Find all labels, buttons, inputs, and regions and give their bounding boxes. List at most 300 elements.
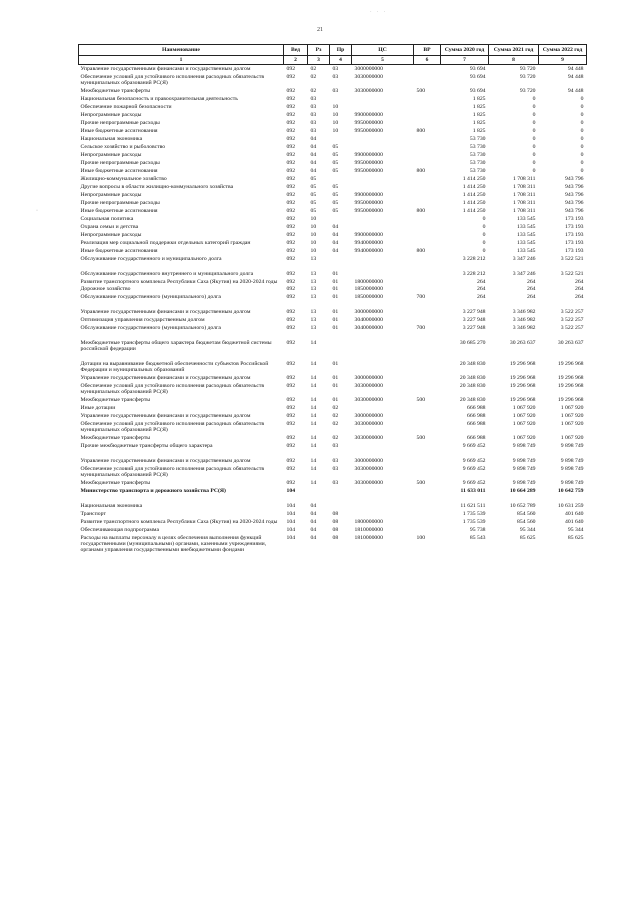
cell-cs: 9940000000 — [354, 239, 383, 246]
cell-name: Управление государственными финансами и государственным долгом — [80, 309, 251, 316]
cell-pr — [330, 332, 352, 353]
table-row — [79, 381, 587, 395]
table-row — [79, 353, 587, 374]
cell-cs — [352, 442, 414, 450]
cell-sum-2020: 666 988 — [467, 421, 486, 428]
cell-pr: 10 — [332, 104, 339, 111]
cell-sum-2020: 53 730 — [469, 136, 486, 143]
cell-sum-2022: 1 067 920 — [560, 413, 584, 420]
cell-rz: 04 — [310, 144, 317, 151]
cell-rz: 14 — [310, 397, 317, 404]
cell-sum-2021: 19 296 968 — [509, 397, 536, 404]
cell-rz: 05 — [310, 192, 317, 199]
cell-rz: 03 — [310, 120, 317, 127]
table-row — [79, 239, 587, 247]
cell-ved: 104 — [286, 534, 296, 541]
cell-name: Охрана семьи и детства — [80, 223, 139, 230]
cell-cs — [352, 509, 414, 517]
cell-ved: 092 — [286, 200, 296, 207]
cell-ved: 092 — [286, 216, 296, 222]
cell-pr: 02 — [332, 435, 339, 442]
cell-sum-2020: 0 — [482, 216, 486, 222]
cell-name: Другие вопросы в области жилищно-коммунального хозяйства — [80, 184, 234, 191]
cell-sum-2020: 9 669 452 — [462, 480, 486, 487]
cell-pr: 05 — [332, 184, 339, 191]
cell-ved: 092 — [286, 168, 296, 175]
cell-ved: 092 — [286, 360, 296, 367]
cell-rz: 03 — [310, 96, 317, 103]
cell-vr — [414, 525, 441, 533]
cell-sum-2021: 854 560 — [517, 510, 536, 517]
cell-sum-2022: 3 522 521 — [560, 255, 584, 262]
cell-vr: 700 — [416, 325, 426, 332]
cell-vr — [414, 175, 441, 183]
cell-vr — [414, 215, 441, 223]
cell-sum-2020: 666 988 — [467, 435, 486, 442]
cell-sum-2021: 0 — [532, 152, 536, 159]
cell-sum-2020: 93 694 — [469, 88, 486, 95]
table-row — [79, 167, 587, 175]
cell-ved: 092 — [286, 255, 296, 262]
cell-pr: 03 — [332, 465, 339, 472]
budget-table-container — [78, 44, 586, 554]
cell-vr — [414, 199, 441, 207]
cell-rz: 04 — [310, 510, 317, 517]
cell-sum-2022: 0 — [580, 112, 584, 119]
cell-pr: 01 — [332, 278, 339, 285]
cell-sum-2020: 53 730 — [469, 160, 486, 167]
cell-cs — [352, 143, 414, 151]
cell-name: Сельское хозяйство и рыболовство — [80, 144, 166, 151]
cell-sum-2022: 0 — [580, 168, 584, 175]
column-number: 5 — [352, 56, 414, 64]
cell-vr — [414, 73, 441, 87]
cell-sum-2020: 1 414 250 — [462, 200, 486, 207]
table-row — [79, 87, 587, 95]
table-row — [79, 73, 587, 87]
cell-sum-2022: 1 067 920 — [560, 405, 584, 412]
cell-ved: 092 — [286, 317, 296, 324]
header-rz: Рз — [308, 45, 330, 56]
cell-sum-2021: 93 720 — [519, 65, 536, 72]
cell-sum-2020: 93 694 — [469, 65, 486, 72]
cell-rz: 14 — [310, 421, 317, 428]
cell-sum-2020: 9 669 452 — [462, 465, 486, 472]
cell-vr — [414, 263, 441, 278]
cell-ved: 092 — [286, 88, 296, 95]
cell-cs: 9900000000 — [354, 231, 383, 238]
cell-pr: 01 — [332, 317, 339, 324]
cell-rz: 14 — [310, 443, 317, 450]
cell-vr: 500 — [416, 435, 426, 442]
column-number: 1 — [79, 56, 284, 64]
cell-vr — [414, 231, 441, 239]
cell-sum-2022: 3 522 521 — [560, 270, 584, 277]
table-header-row — [79, 45, 587, 56]
cell-rz: 14 — [310, 465, 317, 472]
cell-name: Прочие непрограммные расходы — [80, 160, 160, 167]
cell-vr — [414, 442, 441, 450]
table-row — [79, 509, 587, 517]
cell-cs — [352, 255, 414, 263]
cell-rz: 03 — [310, 104, 317, 111]
cell-vr — [414, 316, 441, 324]
cell-cs: 1850000000 — [354, 286, 383, 293]
header-vr: ВР — [414, 45, 441, 56]
cell-sum-2020: 666 988 — [467, 405, 486, 412]
cell-sum-2022: 3 522 257 — [560, 309, 584, 316]
cell-rz: 04 — [310, 502, 317, 509]
cell-name: Реализация мер социальной поддержки отдельных категорий граждан — [80, 239, 251, 246]
cell-vr: 100 — [416, 534, 426, 541]
cell-sum-2022: 943 796 — [565, 208, 584, 215]
cell-cs — [352, 95, 414, 103]
cell-vr: 800 — [416, 247, 426, 254]
cell-cs — [352, 223, 414, 231]
cell-sum-2021: 19 296 968 — [509, 382, 536, 389]
table-row — [79, 143, 587, 151]
cell-sum-2022: 19 296 968 — [557, 360, 584, 367]
cell-sum-2020: 20 348 830 — [459, 360, 486, 367]
cell-name: Дотации на выравнивание бюджетной обеспеченности субъектов Российской Федерации и муниципальных образований — [80, 360, 269, 373]
cell-cs: 3030000000 — [354, 465, 383, 472]
cell-pr: 03 — [332, 480, 339, 487]
scan-artifact: · · · — [370, 10, 388, 15]
cell-sum-2021: 1 708 311 — [512, 208, 536, 215]
cell-pr: 02 — [332, 413, 339, 420]
cell-vr: 500 — [416, 397, 426, 404]
cell-ved: 092 — [286, 208, 296, 215]
cell-cs: 9950000000 — [354, 160, 383, 167]
page-number: 21 — [317, 27, 323, 33]
cell-cs: 9950000000 — [354, 128, 383, 135]
cell-ved: 092 — [286, 374, 296, 381]
cell-name: Обеспечение условий для устойчивого исполнения расходных обязательств муниципальных образований РС(Я) — [80, 421, 265, 434]
column-number: 3 — [308, 56, 330, 64]
cell-sum-2021: 1 067 920 — [512, 405, 536, 412]
table-row — [79, 263, 587, 278]
cell-ved: 092 — [286, 223, 296, 230]
cell-cs: 3030000000 — [354, 397, 383, 404]
cell-sum-2021: 19 296 968 — [509, 360, 536, 367]
cell-ved: 092 — [286, 480, 296, 487]
cell-ved: 104 — [286, 502, 296, 509]
cell-cs — [352, 353, 414, 374]
cell-pr: 04 — [332, 247, 339, 254]
table-row — [79, 464, 587, 478]
cell-sum-2021: 9 898 749 — [512, 480, 536, 487]
cell-ved: 092 — [286, 309, 296, 316]
cell-cs — [352, 263, 414, 278]
cell-rz: 04 — [310, 526, 317, 533]
cell-sum-2022: 943 796 — [565, 184, 584, 191]
cell-sum-2021: 93 720 — [519, 88, 536, 95]
cell-name: Транспорт — [80, 510, 106, 517]
cell-pr: 10 — [332, 112, 339, 119]
cell-pr — [330, 175, 352, 183]
cell-pr: 08 — [332, 534, 339, 541]
table-row — [79, 223, 587, 231]
cell-cs: 1800000000 — [354, 278, 383, 285]
column-number: 2 — [284, 56, 308, 64]
cell-sum-2021: 0 — [532, 104, 536, 111]
cell-sum-2021: 0 — [532, 128, 536, 135]
cell-sum-2021: 10 664 289 — [509, 488, 536, 495]
cell-sum-2020: 20 348 830 — [459, 397, 486, 404]
cell-sum-2020: 0 — [482, 231, 486, 238]
cell-name: Иные бюджетные ассигнования — [80, 168, 158, 175]
cell-pr: 01 — [332, 286, 339, 293]
cell-name: Развитие транспортного комплекса Республики Саха (Якутия) на 2020-2024 годы — [80, 278, 278, 285]
table-row — [79, 450, 587, 465]
cell-sum-2020: 1 825 — [472, 120, 486, 127]
cell-name: Непрограммные расходы — [80, 112, 142, 119]
table-row — [79, 231, 587, 239]
cell-sum-2021: 1 708 311 — [512, 184, 536, 191]
cell-sum-2022: 0 — [580, 144, 584, 151]
cell-ved: 092 — [286, 192, 296, 199]
cell-vr — [414, 412, 441, 420]
cell-rz: 04 — [310, 136, 317, 143]
cell-vr — [414, 332, 441, 353]
cell-ved: 092 — [286, 405, 296, 412]
table-row — [79, 396, 587, 404]
cell-pr: 03 — [332, 457, 339, 464]
cell-sum-2022: 0 — [580, 152, 584, 159]
cell-sum-2022: 9 898 749 — [560, 443, 584, 450]
cell-name: Прочие межбюджетные трансферты общего характера — [80, 443, 213, 450]
cell-ved: 104 — [286, 510, 296, 517]
cell-pr: 01 — [332, 270, 339, 277]
header-ved: Вед — [284, 45, 308, 56]
cell-name: Непрограммные расходы — [80, 152, 142, 159]
cell-cs — [352, 183, 414, 191]
table-row — [79, 135, 587, 143]
cell-sum-2021: 0 — [532, 96, 536, 103]
cell-pr: 01 — [332, 309, 339, 316]
cell-sum-2021: 3 346 982 — [512, 309, 536, 316]
cell-sum-2021: 19 296 968 — [509, 374, 536, 381]
cell-sum-2022: 94 448 — [567, 65, 584, 72]
cell-sum-2022: 0 — [580, 104, 584, 111]
cell-pr: 05 — [332, 144, 339, 151]
cell-ved: 092 — [286, 73, 296, 80]
cell-vr — [414, 111, 441, 119]
cell-rz — [308, 487, 330, 495]
cell-sum-2021: 1 708 311 — [512, 192, 536, 199]
cell-sum-2022: 401 640 — [565, 510, 584, 517]
cell-sum-2021: 264 — [526, 278, 536, 285]
cell-ved: 092 — [286, 144, 296, 151]
cell-ved: 092 — [286, 286, 296, 293]
cell-vr — [414, 373, 441, 381]
table-row — [79, 479, 587, 487]
cell-sum-2022: 943 796 — [565, 176, 584, 183]
cell-vr — [414, 183, 441, 191]
table-body — [79, 64, 587, 554]
table-row — [79, 324, 587, 332]
cell-sum-2021: 0 — [532, 120, 536, 127]
cell-vr — [414, 191, 441, 199]
cell-pr: 01 — [332, 360, 339, 367]
cell-name: Прочие непрограммные расходы — [80, 120, 160, 127]
cell-rz: 02 — [310, 88, 317, 95]
cell-cs — [352, 495, 414, 510]
cell-sum-2021: 3 346 982 — [512, 325, 536, 332]
table-row — [79, 103, 587, 111]
cell-pr: 01 — [332, 294, 339, 301]
cell-pr: 04 — [332, 231, 339, 238]
cell-cs: 9940000000 — [354, 247, 383, 254]
cell-rz: 04 — [310, 518, 317, 525]
cell-name: Министерство транспорта и дорожного хозяйства РС(Я) — [80, 488, 226, 495]
cell-vr — [414, 301, 441, 316]
cell-name: Обеспечение пожарной безопасности — [80, 104, 172, 111]
cell-rz: 04 — [310, 534, 317, 541]
cell-sum-2020: 20 348 830 — [459, 374, 486, 381]
cell-pr: 02 — [332, 405, 339, 412]
cell-rz: 04 — [310, 152, 317, 159]
cell-pr: 04 — [332, 223, 339, 230]
cell-sum-2022: 401 640 — [565, 518, 584, 525]
cell-rz: 13 — [310, 325, 317, 332]
cell-pr: 03 — [332, 73, 339, 80]
cell-rz: 13 — [310, 255, 317, 262]
cell-sum-2022: 10 631 259 — [557, 502, 584, 509]
cell-sum-2020: 3 227 948 — [462, 309, 486, 316]
table-row — [79, 293, 587, 301]
cell-vr — [414, 509, 441, 517]
cell-sum-2020: 3 228 212 — [462, 255, 486, 262]
cell-sum-2020: 9 669 452 — [462, 457, 486, 464]
cell-sum-2020: 1 735 539 — [462, 518, 486, 525]
cell-vr: 800 — [416, 128, 426, 135]
column-number: 9 — [539, 56, 587, 64]
cell-rz: 14 — [310, 405, 317, 412]
cell-sum-2021: 10 652 789 — [509, 502, 536, 509]
cell-pr: 08 — [332, 518, 339, 525]
cell-cs — [352, 103, 414, 111]
cell-cs: 9900000000 — [354, 192, 383, 199]
cell-sum-2021: 3 347 246 — [512, 270, 536, 277]
cell-sum-2022: 173 193 — [565, 239, 584, 246]
cell-rz: 10 — [310, 231, 317, 238]
cell-rz: 02 — [310, 65, 317, 72]
cell-pr: 05 — [332, 168, 339, 175]
cell-name: Обслуживание государственного внутреннего и муниципального долга — [80, 270, 254, 277]
cell-sum-2022: 19 296 968 — [557, 374, 584, 381]
cell-vr — [414, 143, 441, 151]
cell-name: Обеспечивающая подпрограмма — [80, 526, 160, 533]
cell-vr: 700 — [416, 294, 426, 301]
cell-ved: 092 — [286, 65, 296, 72]
cell-name: Межбюджетные трансферты — [80, 88, 151, 95]
table-row — [79, 183, 587, 191]
cell-rz: 10 — [310, 247, 317, 254]
table-row — [79, 119, 587, 127]
cell-ved: 092 — [286, 465, 296, 472]
table-row — [79, 442, 587, 450]
cell-pr: 10 — [332, 128, 339, 135]
table-row — [79, 175, 587, 183]
cell-sum-2020: 0 — [482, 223, 486, 230]
cell-vr — [414, 381, 441, 395]
cell-sum-2021: 0 — [532, 160, 536, 167]
cell-name: Межбюджетные трансферты — [80, 480, 151, 487]
cell-ved: 092 — [286, 325, 296, 332]
cell-ved: 092 — [286, 457, 296, 464]
cell-rz: 02 — [310, 73, 317, 80]
cell-pr — [330, 215, 352, 223]
cell-sum-2021: 133 545 — [517, 247, 536, 254]
cell-vr — [414, 135, 441, 143]
cell-ved: 092 — [286, 152, 296, 159]
cell-rz: 10 — [310, 216, 317, 222]
cell-ved: 092 — [286, 176, 296, 183]
cell-vr — [414, 255, 441, 263]
budget-table — [78, 44, 587, 554]
cell-cs: 1800000000 — [354, 518, 383, 525]
cell-cs: 3000000000 — [354, 457, 383, 464]
cell-ved: 092 — [286, 397, 296, 404]
cell-rz: 03 — [310, 112, 317, 119]
cell-sum-2021: 9 898 749 — [512, 457, 536, 464]
cell-ved: 104 — [286, 518, 296, 525]
cell-vr — [414, 64, 441, 72]
cell-ved: 104 — [286, 488, 296, 495]
cell-sum-2021: 93 720 — [519, 73, 536, 80]
cell-sum-2020: 53 730 — [469, 144, 486, 151]
column-number: 6 — [414, 56, 441, 64]
cell-sum-2021: 1 067 920 — [512, 421, 536, 428]
cell-sum-2022: 943 796 — [565, 200, 584, 207]
cell-sum-2022: 0 — [580, 96, 584, 103]
cell-sum-2021: 264 — [526, 294, 536, 301]
cell-sum-2020: 53 730 — [469, 152, 486, 159]
table-row — [79, 111, 587, 119]
cell-rz: 05 — [310, 200, 317, 207]
cell-pr: 01 — [332, 382, 339, 389]
cell-pr — [330, 95, 352, 103]
cell-cs: 3000000000 — [354, 309, 383, 316]
cell-vr — [414, 223, 441, 231]
table-row — [79, 301, 587, 316]
cell-sum-2022: 30 263 637 — [557, 339, 584, 346]
cell-rz: 14 — [310, 480, 317, 487]
cell-sum-2022: 264 — [574, 286, 584, 293]
cell-sum-2022: 173 193 — [565, 231, 584, 238]
cell-cs: 9950000000 — [354, 168, 383, 175]
cell-ved: 092 — [286, 239, 296, 246]
cell-vr: 800 — [416, 208, 426, 215]
cell-sum-2021: 95 344 — [519, 526, 536, 533]
cell-name: Национальная безопасность и правоохранительная деятельность — [80, 96, 238, 103]
cell-name: Национальная экономика — [80, 136, 143, 143]
cell-cs: 9950000000 — [354, 208, 383, 215]
table-row — [79, 127, 587, 135]
cell-name: Обеспечение условий для устойчивого исполнения расходных обязательств муниципальных образований РС(Я) — [80, 465, 265, 479]
cell-ved: 092 — [286, 231, 296, 238]
cell-ved: 092 — [286, 247, 296, 254]
cell-ved: 092 — [286, 136, 296, 143]
cell-ved: 092 — [286, 96, 296, 103]
cell-name: Межбюджетные трансферты общего характера бюджетам бюджетной системы российской федерации — [80, 339, 272, 352]
cell-sum-2022: 19 296 968 — [557, 382, 584, 389]
cell-sum-2021: 1 067 920 — [512, 413, 536, 420]
cell-sum-2021: 1 708 311 — [512, 200, 536, 207]
cell-cs — [352, 404, 414, 412]
cell-name: Обслуживание государственного (муниципального) долга — [80, 294, 221, 301]
